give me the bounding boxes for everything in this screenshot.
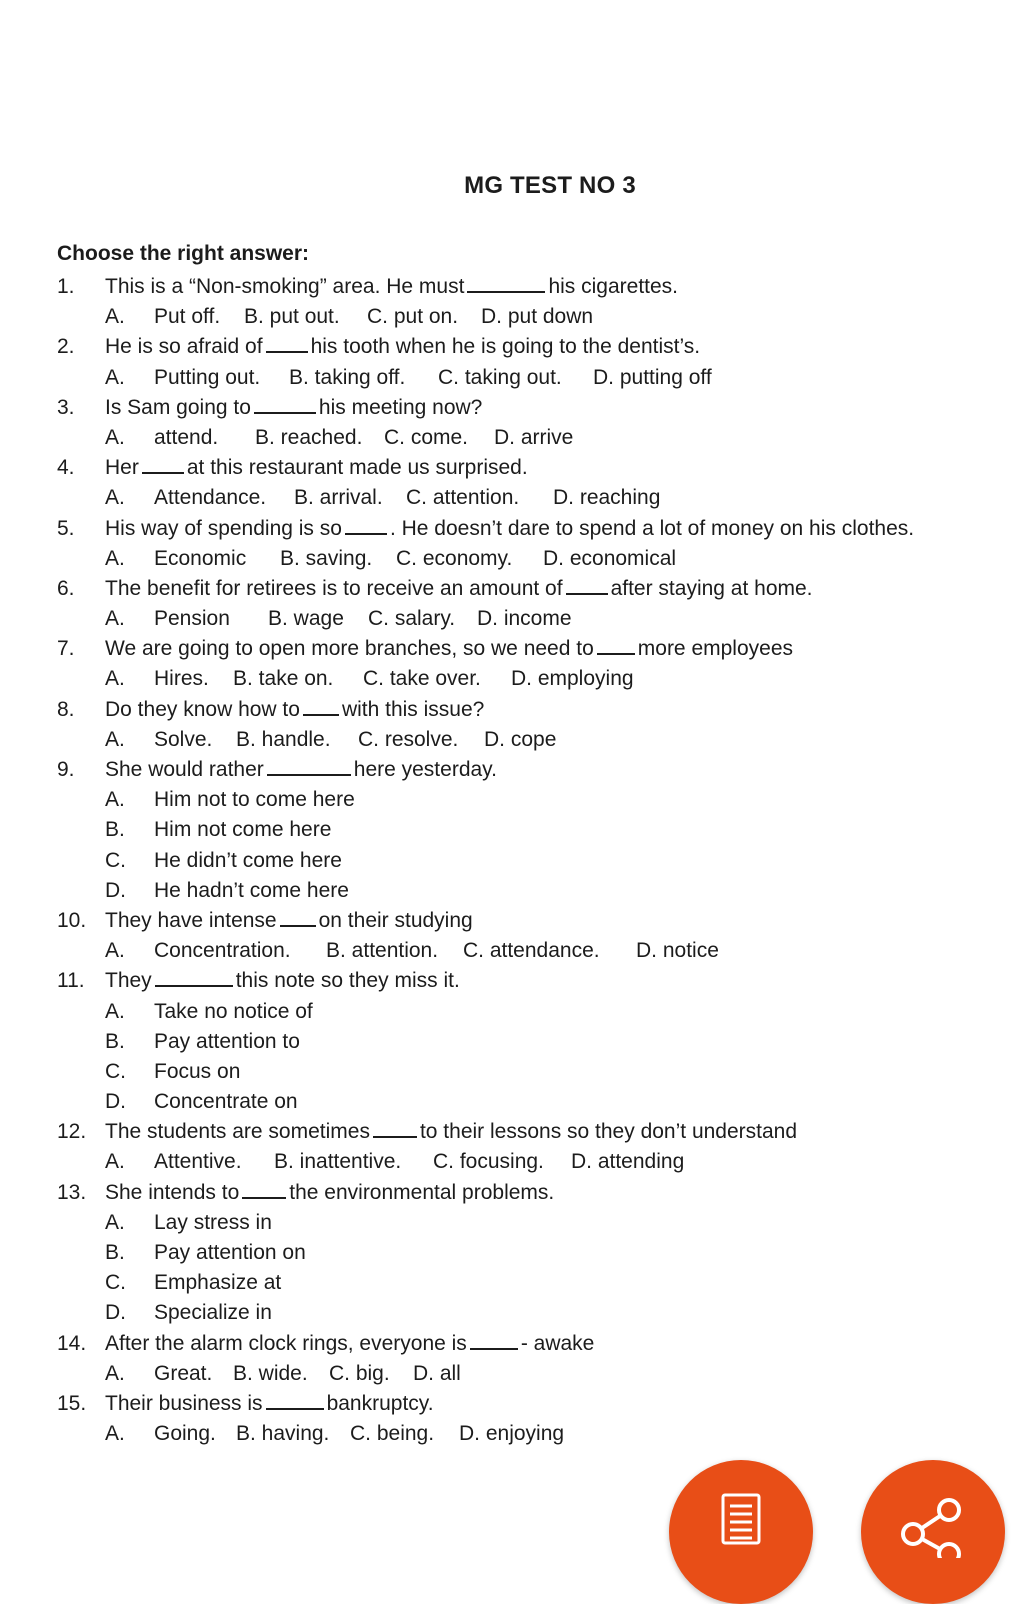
option-text[interactable]: B. wage (268, 607, 344, 631)
question-text-before: He is so afraid of (105, 335, 263, 359)
option-letter: A. (105, 999, 125, 1023)
question-text-after: at this restaurant made us surprised. (186, 456, 528, 480)
options-line (0, 483, 1024, 513)
question-text (105, 393, 482, 423)
option-letter: A. (105, 1361, 125, 1385)
option-text: He didn’t come here (154, 848, 342, 872)
options-line (0, 604, 1024, 634)
options-line (0, 544, 1024, 574)
option-letter: A. (105, 727, 125, 751)
question-text-before: His way of spending is so (105, 516, 342, 540)
option-letter: B. (105, 1241, 125, 1264)
question-text (105, 272, 678, 302)
question-text-before: She intends to (105, 1180, 240, 1204)
option-text: Him not to come here (154, 788, 355, 812)
answer-blank (303, 714, 339, 716)
option-letter: C. (105, 1059, 126, 1083)
option-letter: A. (105, 365, 125, 389)
option-letter: B. (105, 818, 125, 842)
option-letter: A. (105, 939, 125, 963)
option-text[interactable]: Attentive. (154, 1150, 242, 1174)
question-text-before: This is a “Non-smoking” area. He must (105, 275, 465, 298)
option-text[interactable]: Solve. (154, 727, 213, 751)
question-text (105, 695, 484, 725)
question-text-after: with this issue? (341, 697, 485, 721)
option-text: Concentrate on (154, 1090, 298, 1114)
option-text[interactable]: B. put out. (244, 305, 340, 329)
option-letter: A. (105, 1422, 125, 1446)
question-number: 9. (57, 758, 75, 781)
option-text[interactable]: D. putting off (593, 365, 712, 389)
answer-blank (155, 985, 233, 987)
question-line (0, 1389, 1024, 1419)
option-line[interactable] (0, 815, 1024, 845)
answer-blank (467, 291, 545, 293)
option-text[interactable]: B. reached. (255, 425, 363, 449)
option-text[interactable]: D. enjoying (459, 1422, 565, 1446)
question-text (105, 1117, 797, 1147)
option-text[interactable]: D. notice (636, 939, 719, 963)
question-line (0, 906, 1024, 936)
option-text[interactable]: B. arrival. (294, 486, 383, 510)
option-letter: A. (105, 1210, 125, 1234)
question-text-before: Her (105, 456, 139, 480)
question-text (105, 906, 473, 936)
option-text[interactable]: Attendance. (154, 486, 267, 510)
question-text-after: his tooth when he is going to the dentist’s. (310, 335, 701, 359)
question-text (105, 966, 460, 996)
option-text[interactable]: Going. (154, 1422, 216, 1446)
option-text: Pay attention to (154, 1029, 300, 1053)
answer-blank (345, 533, 387, 535)
question-text (105, 1329, 594, 1359)
answer-blank (254, 412, 316, 414)
question-text-after: this note so they miss it. (235, 969, 460, 993)
option-text[interactable]: Hires. (154, 667, 209, 691)
question-number: 12. (57, 1120, 87, 1144)
option-text[interactable]: Concentration. (154, 939, 291, 963)
question-line (0, 634, 1024, 664)
question-text (105, 634, 793, 664)
option-letter: C. (105, 1271, 126, 1295)
answer-blank (280, 925, 316, 927)
question-text-before: We are going to open more branches, so we need to (105, 637, 594, 661)
option-line[interactable] (0, 1057, 1024, 1087)
question-line (0, 695, 1024, 725)
question-number: 4. (57, 456, 75, 480)
answer-blank (267, 774, 351, 776)
share-fab-button[interactable] (861, 1460, 1005, 1604)
question-text-after: the environmental problems. (289, 1180, 555, 1204)
question-number: 6. (57, 576, 75, 600)
options-line (0, 1359, 1024, 1389)
option-line[interactable] (0, 876, 1024, 906)
option-text[interactable]: D. all (413, 1361, 461, 1385)
question-text (105, 514, 914, 544)
option-line[interactable] (0, 1268, 1024, 1298)
question-number: 13. (57, 1180, 87, 1204)
option-text[interactable]: C. being. (350, 1422, 435, 1446)
option-text[interactable]: C. resolve. (358, 727, 459, 751)
option-text[interactable]: D. economical (543, 546, 677, 570)
options-line (0, 363, 1024, 393)
question-line (0, 574, 1024, 604)
question-text-before: Their business is (105, 1391, 263, 1415)
test-title: MG TEST NO 3 (464, 172, 636, 199)
option-text: Him not come here (154, 818, 332, 842)
options-line (0, 725, 1024, 755)
question-text (105, 453, 528, 483)
option-text[interactable]: Pension (154, 607, 230, 631)
document-fab-button[interactable] (669, 1460, 813, 1604)
question-line (0, 272, 1024, 302)
question-text (105, 1178, 554, 1208)
option-line[interactable] (0, 1298, 1024, 1328)
option-text[interactable]: B. handle. (236, 727, 331, 751)
option-text[interactable]: C. attendance. (463, 939, 600, 963)
option-letter: D. (105, 878, 126, 902)
question-number: 8. (57, 697, 75, 721)
option-text[interactable]: B. inattentive. (274, 1150, 402, 1174)
question-text-after: here yesterday. (353, 758, 497, 781)
question-line (0, 332, 1024, 362)
option-text[interactable]: C. put on. (367, 305, 459, 329)
question-line (0, 1329, 1024, 1359)
question-text-after: . He doesn’t dare to spend a lot of money on his clothes. (389, 516, 915, 540)
question-text (105, 1389, 434, 1419)
option-letter: D. (105, 1301, 126, 1325)
question-text-before: The benefit for retirees is to receive an amount of (105, 576, 563, 600)
question-number: 15. (57, 1391, 87, 1415)
option-text: Specialize in (154, 1301, 272, 1325)
answer-blank (266, 351, 308, 353)
option-text: Focus on (154, 1059, 241, 1083)
option-letter: B. (105, 1029, 125, 1053)
option-text[interactable]: B. taking off. (289, 365, 406, 389)
option-text[interactable]: B. wide. (233, 1361, 308, 1385)
option-text[interactable]: Putting out. (154, 365, 261, 389)
option-text[interactable]: Economic (154, 546, 247, 570)
question-text-after: after staying at home. (610, 576, 813, 600)
option-letter: A. (105, 1150, 125, 1174)
option-line[interactable] (0, 1208, 1024, 1238)
option-text[interactable]: attend. (154, 425, 219, 449)
share-icon (899, 1496, 965, 1558)
question-text-after: - awake (520, 1331, 595, 1355)
question-text-after: to their lessons so they don’t understand (419, 1120, 798, 1144)
option-text[interactable]: B. attention. (326, 939, 439, 963)
option-text: Pay attention on (154, 1241, 306, 1264)
option-text[interactable]: C. big. (329, 1361, 390, 1385)
answer-blank (470, 1348, 518, 1350)
option-letter: A. (105, 546, 125, 570)
options-line (0, 936, 1024, 966)
option-text[interactable]: C. come. (384, 425, 469, 449)
option-line[interactable] (0, 1027, 1024, 1057)
question-number: 1. (57, 275, 75, 298)
question-text (105, 332, 700, 362)
options-line (0, 664, 1024, 694)
question-line (0, 514, 1024, 544)
question-text-before: Is Sam going to (105, 395, 251, 419)
option-text[interactable]: B. having. (236, 1422, 330, 1446)
options-line (0, 1419, 1024, 1449)
option-text[interactable]: Great. (154, 1361, 213, 1385)
question-number: 7. (57, 637, 75, 661)
answer-blank (566, 593, 608, 595)
question-number: 2. (57, 335, 75, 359)
option-text[interactable]: B. saving. (280, 546, 373, 570)
options-line (0, 1147, 1024, 1177)
question-line (0, 1178, 1024, 1208)
question-text-after: on their studying (318, 908, 473, 932)
option-text: Emphasize at (154, 1271, 282, 1295)
option-letter: A. (105, 486, 125, 510)
question-line (0, 966, 1024, 996)
option-text[interactable]: C. attention. (406, 486, 520, 510)
question-number: 3. (57, 395, 75, 419)
option-text[interactable]: C. focusing. (433, 1150, 544, 1174)
option-text[interactable]: C. taking out. (438, 365, 562, 389)
question-number: 14. (57, 1331, 87, 1355)
options-line (0, 423, 1024, 453)
option-text[interactable]: B. take on. (233, 667, 334, 691)
question-list (0, 272, 1024, 1449)
answer-blank (266, 1408, 324, 1410)
answer-blank (597, 653, 635, 655)
option-text[interactable]: C. salary. (368, 607, 456, 631)
option-line[interactable] (0, 1087, 1024, 1117)
option-text: Take no notice of (154, 999, 313, 1023)
option-letter: A. (105, 667, 125, 691)
answer-blank (142, 472, 184, 474)
option-text[interactable]: D. income (477, 607, 572, 631)
option-text[interactable]: D. reaching (553, 486, 661, 510)
question-line (0, 453, 1024, 483)
question-text-after: his meeting now? (318, 395, 483, 419)
question-line (0, 1117, 1024, 1147)
option-text[interactable]: D. attending (571, 1150, 685, 1174)
instructions: Choose the right answer: (57, 242, 310, 265)
question-number: 5. (57, 516, 75, 540)
option-line[interactable] (0, 846, 1024, 876)
question-text-before: The students are sometimes (105, 1120, 370, 1144)
option-text: He hadn’t come here (154, 878, 349, 902)
document-list-icon (721, 1493, 761, 1545)
option-text[interactable]: C. economy. (396, 546, 513, 570)
question-text-before: They have intense (105, 908, 277, 932)
option-text[interactable]: Put off. (154, 305, 221, 329)
option-text[interactable]: D. employing (511, 667, 634, 691)
option-line[interactable] (0, 997, 1024, 1027)
option-text[interactable]: C. take over. (363, 667, 481, 691)
question-line (0, 755, 1024, 785)
question-text-before: She would rather (105, 758, 264, 781)
question-text-after: his cigarettes. (548, 275, 679, 298)
question-number: 10. (57, 908, 87, 932)
option-text[interactable]: D. cope (484, 727, 557, 751)
option-letter: D. (105, 1090, 126, 1114)
question-text-before: After the alarm clock rings, everyone is (105, 1331, 467, 1355)
question-text-after: bankruptcy. (326, 1391, 434, 1415)
question-text (105, 755, 497, 785)
answer-blank (242, 1197, 286, 1199)
question-text-before: They (105, 969, 152, 993)
option-letter: C. (105, 848, 126, 872)
option-letter: A. (105, 305, 125, 329)
question-number: 11. (57, 969, 85, 993)
question-text-after: more employees (637, 637, 793, 661)
option-text[interactable]: D. put down (481, 305, 594, 329)
option-text[interactable]: D. arrive (494, 425, 574, 449)
question-text (105, 574, 813, 604)
option-letter: A. (105, 788, 125, 812)
answer-blank (373, 1136, 417, 1138)
option-letter: A. (105, 607, 125, 631)
option-letter: A. (105, 425, 125, 449)
options-line (0, 302, 1024, 332)
option-line[interactable] (0, 1238, 1024, 1268)
option-text: Lay stress in (154, 1210, 272, 1234)
option-line[interactable] (0, 785, 1024, 815)
question-text-before: Do they know how to (105, 697, 300, 721)
question-line (0, 393, 1024, 423)
